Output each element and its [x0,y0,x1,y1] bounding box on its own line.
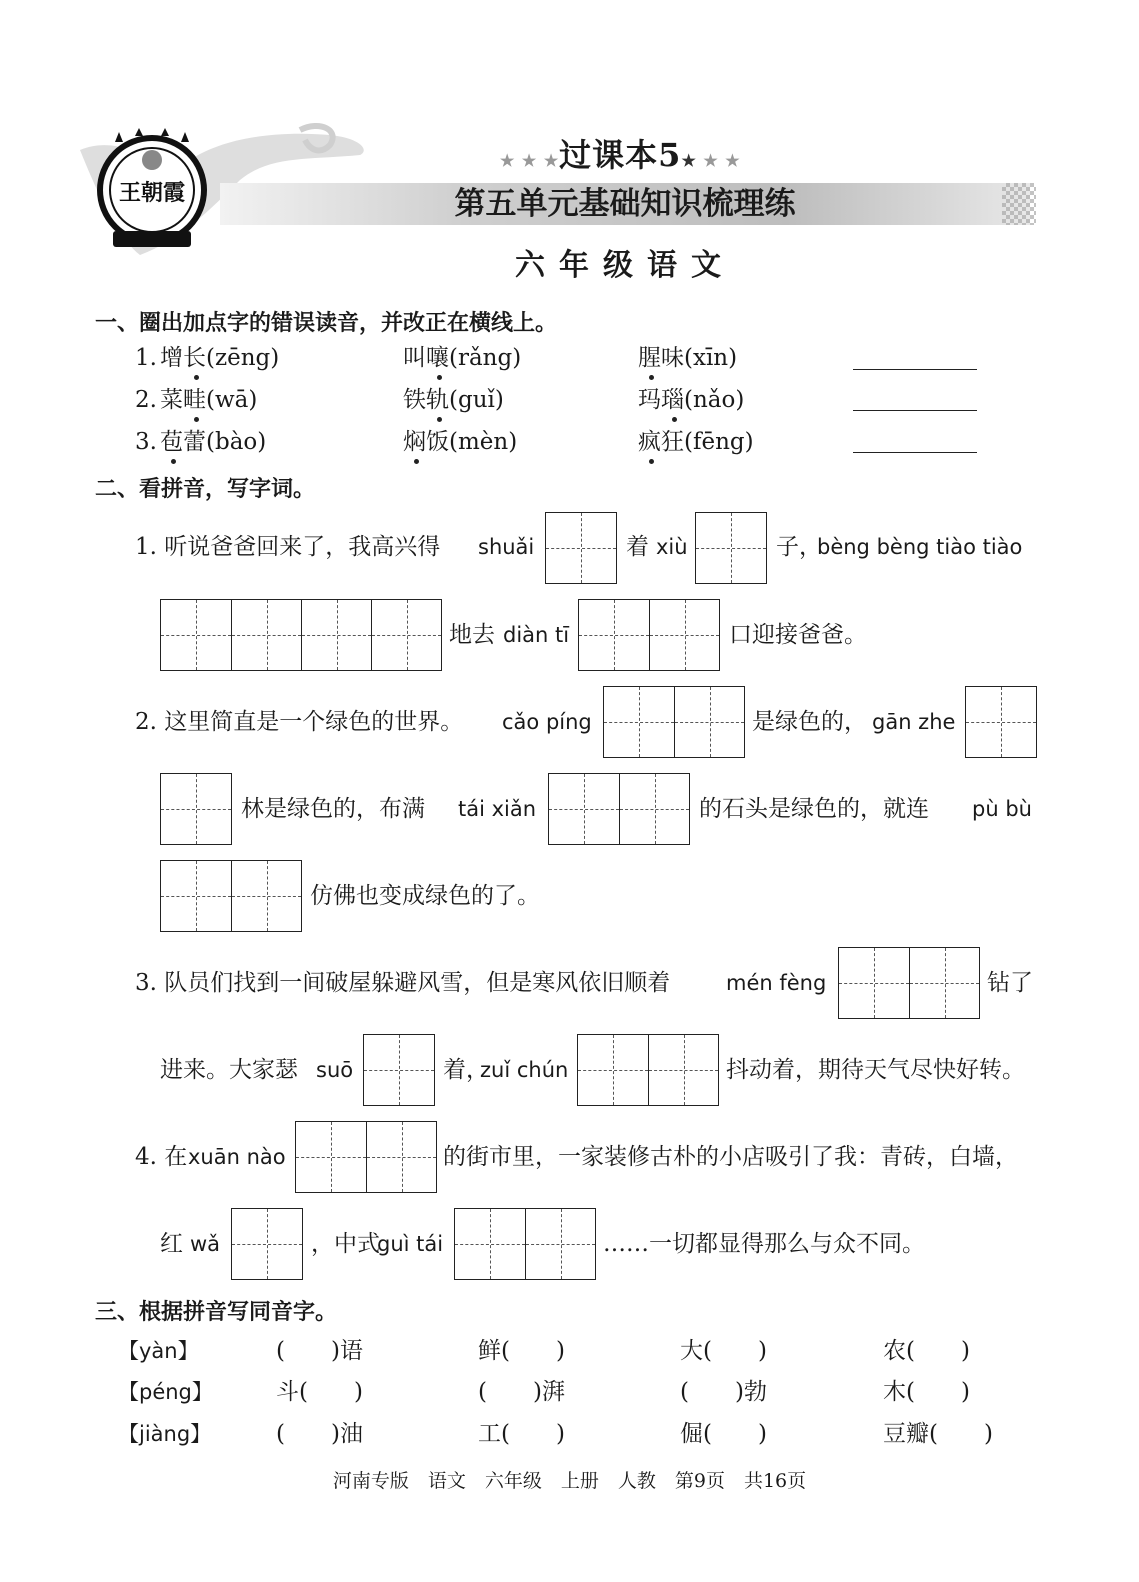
q4-pinyin-1: xuān nào [188,1145,286,1169]
s3-row-3-item-1[interactable]: ( )油 [276,1421,363,1447]
q2-text-c: 林是绿色的，布满 [241,796,425,822]
s3-row-2-item-2[interactable]: ( )湃 [478,1379,565,1405]
s1-row-3-num: 3. [135,429,157,455]
emphasis-dot [649,375,654,380]
s3-row-2-item-4[interactable]: 木( ) [883,1379,970,1405]
emphasis-dot [437,417,442,422]
answer-line-3[interactable] [853,452,977,453]
emphasis-dot [437,375,442,380]
q2-pinyin-1: cǎo píng [502,710,592,734]
q3-box-3[interactable] [577,1034,719,1106]
s3-row-1-item-4[interactable]: 农( ) [883,1338,970,1364]
s3-row-3-label: 【jiàng】 [118,1422,212,1446]
q3-box-2[interactable] [363,1034,435,1106]
series-label: ★ ★ ★过课本5★ ★ ★ [500,136,741,174]
page-title: 第五单元基础知识梳理练 [454,186,796,222]
q4-text-b: 的街市里，一家装修古朴的小店吸引了我：青砖，白墙， [443,1144,1018,1170]
brand-logo [95,128,210,253]
emphasis-dot [672,417,677,422]
s3-row-1-item-2[interactable]: 鲜( ) [478,1338,565,1364]
q2-pinyin-3: tái xiǎn [458,797,537,821]
s3-row-3-item-2[interactable]: 工( ) [478,1421,565,1447]
q4-pinyin-2: wǎ [190,1232,221,1256]
s1-row-1-num: 1. [135,345,157,371]
q1-text-b: 着 [626,534,649,560]
q4-text-e: ……一切都显得那么与众不同。 [603,1231,925,1257]
q1-box-4[interactable] [578,599,720,671]
q1-text-c: 子， [776,534,822,560]
q2-text-b: 是绿色的， [752,709,867,735]
q4-box-3[interactable] [454,1208,596,1280]
section-2-heading: 二、看拼音，写字词。 [95,477,316,502]
q4-box-2[interactable] [231,1208,303,1280]
s3-row-3-item-3[interactable]: 倔( ) [680,1421,767,1447]
emphasis-dot [194,375,199,380]
logo-text: 王朝霞 [118,180,186,206]
q2-box-4[interactable] [548,773,690,845]
q3-text-b: 钻了 [987,970,1033,996]
q2-text-e: 仿佛也变成绿色的了。 [310,883,540,909]
s1-row-2-item-3: 玛瑙(nǎo) [638,387,745,413]
s3-row-3-item-4[interactable]: 豆瓣( ) [883,1421,993,1447]
s1-row-3-item-2: 焖饭(mèn) [403,429,518,455]
q4-pinyin-3: guì tái [377,1232,444,1256]
q2-box-1[interactable] [603,686,745,758]
s1-row-3-item-3: 疯狂(fēng) [638,429,754,455]
section-1-heading: 一、圈出加点字的错误读音，并改正在横线上。 [95,311,558,336]
q3-box-1[interactable] [838,947,980,1019]
q2-box-2[interactable] [965,686,1037,758]
s3-row-2-item-3[interactable]: ( )勃 [680,1379,767,1405]
s3-row-2-label: 【péng】 [118,1380,213,1404]
q1-box-1[interactable] [545,512,617,584]
q2-box-5[interactable] [160,860,302,932]
q4-box-1[interactable] [295,1121,437,1193]
answer-line-2[interactable] [853,410,977,411]
answer-line-1[interactable] [853,369,977,370]
s3-row-1-label: 【yàn】 [118,1339,199,1363]
q3-pinyin-1: mén fèng [726,971,827,995]
q2-pinyin-4: pù bù [972,797,1032,821]
page-subtitle: 六年级语文 [515,248,735,283]
q1-text-a: 1. 听说爸爸回来了，我高兴得 [135,534,441,560]
s1-row-1-item-1: 增长(zēng) [160,345,280,371]
emphasis-dot [171,459,176,464]
q3-pinyin-3: zuǐ chún [480,1058,569,1082]
s1-row-2-item-2: 铁轨(guǐ) [403,387,504,413]
q1-text-d: 地去 [449,622,495,648]
q1-pinyin-1: shuǎi [478,535,535,559]
q1-box-2[interactable] [695,512,767,584]
q2-text-d: 的石头是绿色的，就连 [699,796,929,822]
s1-row-2-item-1: 菜畦(wā) [160,387,258,413]
s1-row-1-item-3: 腥味(xīn) [638,345,738,371]
s1-row-2-num: 2. [135,387,157,413]
q3-text-a: 3. 队员们找到一间破屋躲避风雪，但是寒风依旧顺着 [135,970,671,996]
page-footer: 河南专版 语文 六年级 上册 人教 第9页 共16页 [332,1470,807,1492]
q1-pinyin-3: bèng bèng tiào tiào [817,535,1023,559]
q4-text-a: 4. 在 [135,1144,188,1170]
q2-pinyin-2: gān zhe [872,710,956,734]
s1-row-3-item-1: 苞蕾(bào) [160,429,267,455]
q1-text-e: 口迎接爸爸。 [729,622,867,648]
q1-pinyin-2: xiù [656,535,688,559]
banner-pattern [1002,183,1036,225]
emphasis-dot [649,459,654,464]
s1-row-1-item-2: 叫嚷(rǎng) [403,345,522,371]
q2-text-a: 2. 这里简直是一个绿色的世界。 [135,709,464,735]
s3-row-2-item-1[interactable]: 斗( ) [276,1379,363,1405]
q4-text-c: 红 [160,1231,183,1257]
q3-text-c: 进来。大家瑟 [160,1057,298,1083]
q3-text-e: 抖动着，期待天气尽快好转。 [726,1057,1025,1083]
emphasis-dot [194,417,199,422]
section-3-heading: 三、根据拼音写同音字。 [95,1300,338,1325]
q1-box-3[interactable] [160,599,442,671]
q3-pinyin-2: suō [316,1058,354,1082]
q2-box-3[interactable] [160,773,232,845]
q4-text-d: ，中式 [311,1231,380,1257]
emphasis-dot [414,459,419,464]
s3-row-1-item-1[interactable]: ( )语 [276,1338,363,1364]
q3-text-d: 着， [443,1057,489,1083]
q1-pinyin-4: diàn tī [503,623,570,647]
s3-row-1-item-3[interactable]: 大( ) [680,1338,767,1364]
